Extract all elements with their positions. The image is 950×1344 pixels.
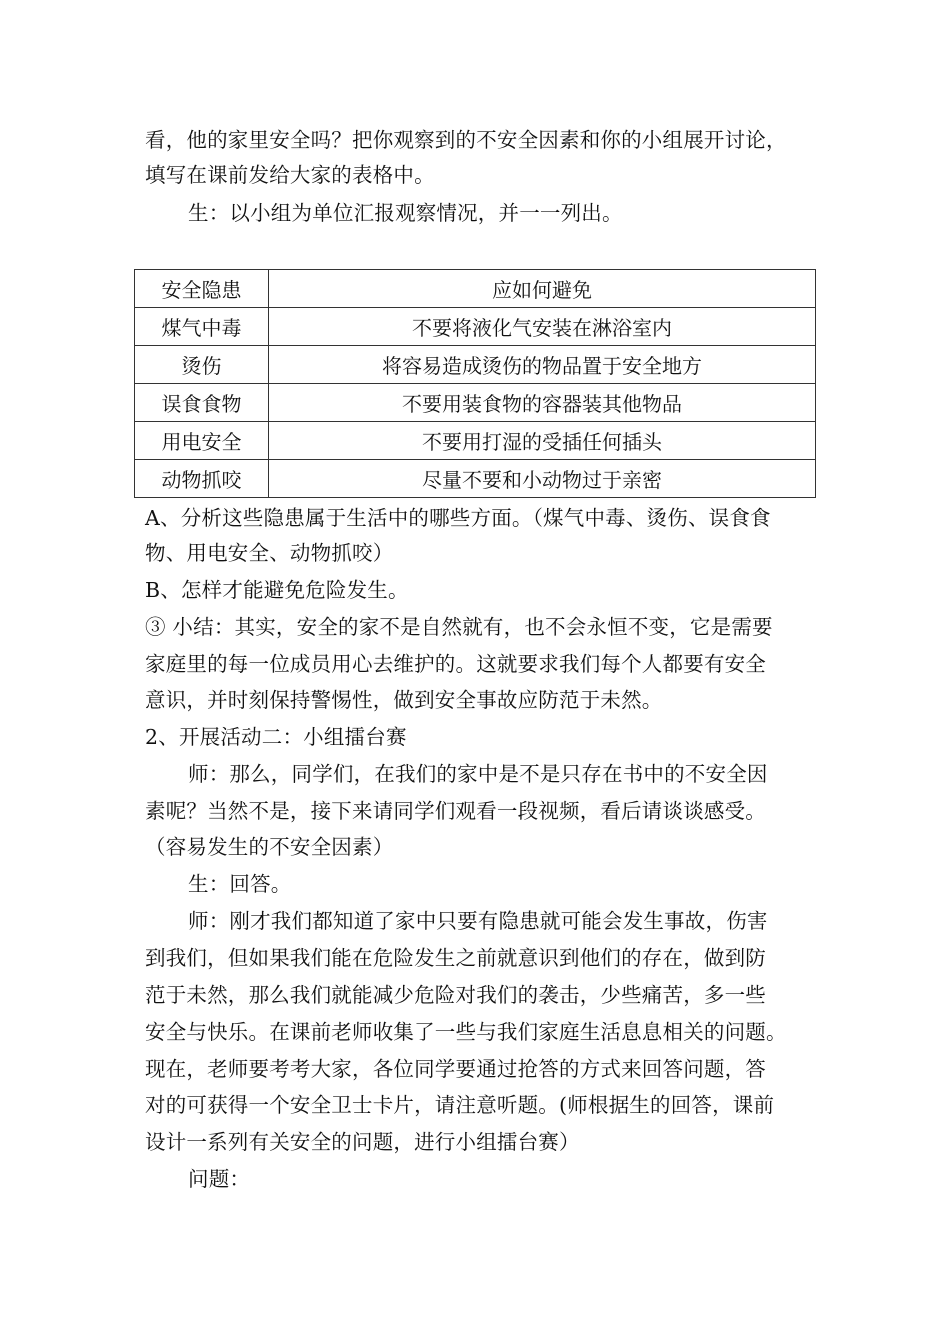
paragraph-line: 安全与快乐。在课前老师收集了一些与我们家庭生活息息相关的问题。 — [145, 1020, 787, 1044]
paragraph-line: 生：回答。 — [188, 872, 292, 896]
table-row — [135, 460, 816, 498]
hazard-table — [134, 269, 816, 498]
paragraph-line: 对的可获得一个安全卫士卡片，请注意听题。(师根据生的回答，课前 — [145, 1093, 775, 1117]
paragraph-line: 到我们，但如果我们能在危险发生之前就意识到他们的存在，做到防 — [145, 946, 766, 970]
table-cell: 尽量不要和小动物过于亲密 — [269, 460, 816, 498]
paragraph-line: 问题： — [188, 1167, 251, 1191]
paragraph-line: 生：以小组为单位汇报观察情况，并一一列出。 — [188, 201, 623, 225]
paragraph-line: 设计一系列有关安全的问题，进行小组擂台赛） — [145, 1130, 580, 1154]
table-cell: 用电安全 — [135, 422, 269, 460]
table-cell: 不要用打湿的受插任何插头 — [269, 422, 816, 460]
paragraph-line: 范于未然，那么我们就能减少危险对我们的袭击，少些痛苦，多一些 — [145, 983, 766, 1007]
paragraph-line: B、怎样才能避免危险发生。 — [145, 578, 409, 602]
section-heading: 2、开展活动二：小组擂台赛 — [145, 725, 407, 749]
paragraph-line: 素呢？当然不是，接下来请同学们观看一段视频，看后请谈谈感受。 — [145, 799, 766, 823]
table-cell: 不要将液化气安装在淋浴室内 — [269, 308, 816, 346]
table-cell: 不要用装食物的容器装其他物品 — [269, 384, 816, 422]
table-header-row — [135, 270, 816, 308]
paragraph-line: 现在，老师要考考大家，各位同学要通过抢答的方式来回答问题，答 — [145, 1057, 766, 1081]
paragraph-line: （容易发生的不安全因素） — [145, 835, 394, 859]
table-cell: 误食食物 — [135, 384, 269, 422]
paragraph-line: 家庭里的每一位成员用心去维护的。这就要求我们每个人都要有安全 — [145, 652, 766, 676]
paragraph-line: 意识，并时刻保持警惕性，做到安全事故应防范于未然。 — [145, 688, 663, 712]
paragraph-line: 师：那么，同学们，在我们的家中是不是只存在书中的不安全因 — [188, 762, 768, 786]
paragraph-line: 填写在课前发给大家的表格中。 — [145, 163, 435, 187]
table-row — [135, 384, 816, 422]
paragraph-line: 物、用电安全、动物抓咬） — [145, 541, 394, 565]
table-row — [135, 422, 816, 460]
paragraph-line: 看，他的家里安全吗？把你观察到的不安全因素和你的小组展开讨论， — [145, 128, 787, 152]
table-row — [135, 346, 816, 384]
paragraph-line: A、分析这些隐患属于生活中的哪些方面。（煤气中毒、烫伤、误食食 — [145, 506, 771, 530]
table-header: 安全隐患 — [135, 270, 269, 308]
table-cell: 烫伤 — [135, 346, 269, 384]
table-row — [135, 308, 816, 346]
table-cell: 煤气中毒 — [135, 308, 269, 346]
paragraph-line: 师：刚才我们都知道了家中只要有隐患就可能会发生事故，伤害 — [188, 909, 768, 933]
table-cell: 将容易造成烫伤的物品置于安全地方 — [269, 346, 816, 384]
table-cell: 动物抓咬 — [135, 460, 269, 498]
paragraph-line: ③ 小结：其实，安全的家不是自然就有，也不会永恒不变，它是需要 — [145, 615, 773, 639]
table-header: 应如何避免 — [269, 270, 816, 308]
